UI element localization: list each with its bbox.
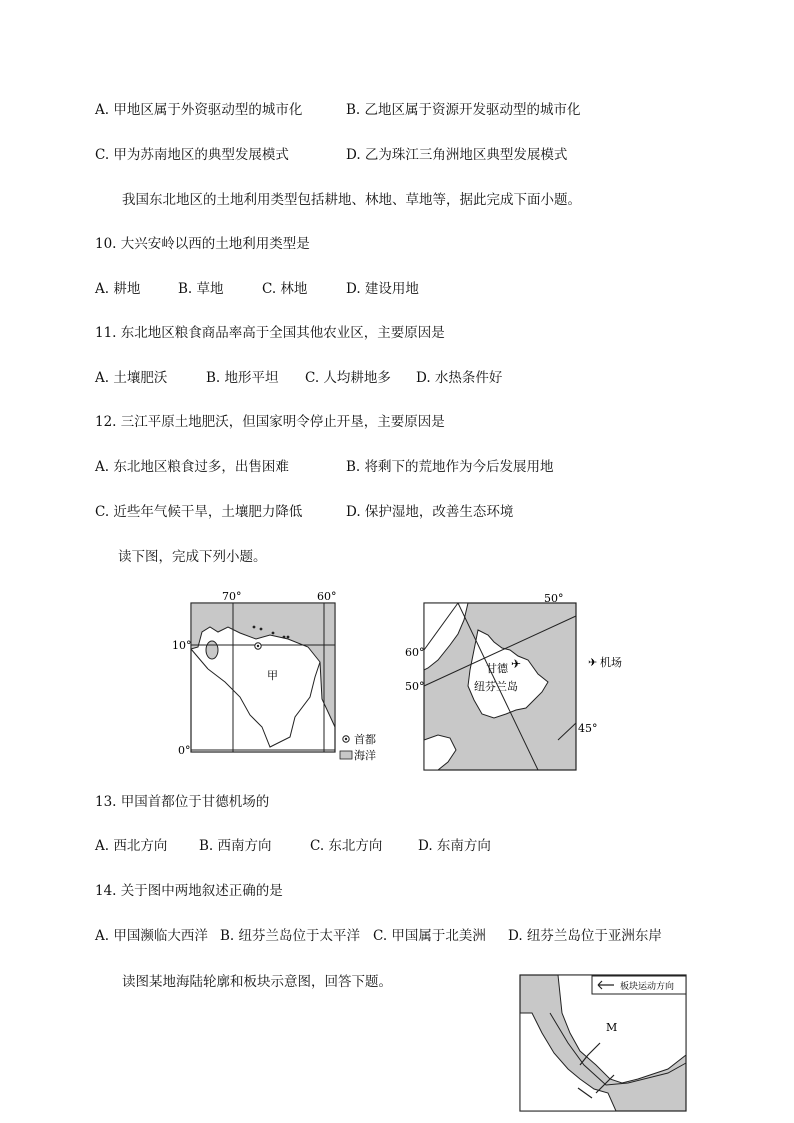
q11-stem: 11. 东北地区粮食商品率高于全国其他农业区，主要原因是 xyxy=(95,325,445,341)
map-jia-island xyxy=(272,632,275,635)
map-jia-lake xyxy=(206,641,218,659)
map-jia-label: 甲 xyxy=(267,669,278,682)
q12-option-b: B. 将剩下的荒地作为今后发展用地 xyxy=(346,459,554,475)
q10-option-d: D. 建设用地 xyxy=(346,281,419,297)
q9-option-d: D. 乙为珠江三角洲地区典型发展模式 xyxy=(346,147,568,163)
q9-option-a: A. 甲地区属于外资驱动型的城市化 xyxy=(95,102,303,118)
map-nf-lat-50-label: 50° xyxy=(405,680,425,693)
q13-option-d: D. 东南方向 xyxy=(418,838,491,854)
q10-option-b: B. 草地 xyxy=(178,281,224,297)
q12-option-a: A. 东北地区粮食过多，出售困难 xyxy=(95,459,289,475)
q9-option-b: B. 乙地区属于资源开发驱动型的城市化 xyxy=(346,102,581,118)
q12-option-d: D. 保护湿地，改善生态环境 xyxy=(346,504,514,520)
airport-icon: ✈ xyxy=(511,657,522,671)
map-jia-island xyxy=(283,636,286,639)
map-jia xyxy=(170,587,390,765)
q14-option-a: A. 甲国濒临大西洋 xyxy=(95,928,208,944)
legend-capital-label: 首都 xyxy=(354,733,376,746)
legend-airport-icon: ✈ xyxy=(588,656,598,669)
q13-stem: 13. 甲国首都位于甘德机场的 xyxy=(95,794,270,810)
q10-option-c: C. 林地 xyxy=(262,281,308,297)
map-jia-island xyxy=(287,636,290,639)
map-jia-island xyxy=(253,626,256,629)
q10-stem: 10. 大兴安岭以西的土地利用类型是 xyxy=(95,236,310,252)
q13-option-a: A. 西北方向 xyxy=(95,838,168,854)
map-nf-lon-50-label: 50° xyxy=(544,592,564,605)
q13-option-b: B. 西南方向 xyxy=(199,838,272,854)
intro-map: 读下图，完成下列小题。 xyxy=(118,549,267,565)
intro-northeast: 我国东北地区的土地利用类型包括耕地、林地、草地等，据此完成下面小题。 xyxy=(122,192,581,208)
q14-option-d: D. 纽芬兰岛位于亚洲东岸 xyxy=(508,928,662,944)
map-plate-m-label: M xyxy=(606,1021,618,1034)
map-jia-lon-70-label: 70° xyxy=(222,590,242,603)
q13-option-c: C. 东北方向 xyxy=(310,838,383,854)
q11-option-d: D. 水热条件好 xyxy=(416,370,503,386)
map-plate xyxy=(518,973,688,1113)
map-plate-legend-label: 板块运动方向 xyxy=(620,982,675,992)
map-jia-island xyxy=(260,628,263,631)
q11-option-c: C. 人均耕地多 xyxy=(305,370,391,386)
q12-stem: 12. 三江平原土地肥沃，但国家明令停止开垦，主要原因是 xyxy=(95,414,445,430)
map-jia-lat-10-label: 10° xyxy=(172,639,192,652)
intro-plate: 读图某地海陆轮廓和板块示意图，回答下题。 xyxy=(122,974,392,990)
q14-option-c: C. 甲国属于北美洲 xyxy=(373,928,486,944)
q11-option-b: B. 地形平坦 xyxy=(206,370,279,386)
map-jia-lat-0-label: 0° xyxy=(178,744,191,757)
map-nf-gander-label: 甘德 xyxy=(486,662,508,675)
map-jia-lon-60-label: 60° xyxy=(317,590,337,603)
q9-option-c: C. 甲为苏南地区的典型发展模式 xyxy=(95,147,289,163)
legend-ocean-label: 海洋 xyxy=(354,749,376,762)
map-nf-lat-60-label: 60° xyxy=(405,646,425,659)
map-newfoundland xyxy=(398,590,638,775)
q12-option-c: C. 近些年气候干旱，土壤肥力降低 xyxy=(95,504,303,520)
q14-option-b: B. 纽芬兰岛位于太平洋 xyxy=(220,928,361,944)
q14-stem: 14. 关于图中两地叙述正确的是 xyxy=(95,883,283,899)
legend-ocean-swatch xyxy=(340,751,352,759)
legend-airport-label: 机场 xyxy=(600,656,622,669)
q11-option-a: A. 土壤肥沃 xyxy=(95,370,168,386)
map-nf-island-label: 纽芬兰岛 xyxy=(474,680,518,693)
map-nf-lat-45-label: 45° xyxy=(578,722,598,735)
q10-option-a: A. 耕地 xyxy=(95,281,141,297)
